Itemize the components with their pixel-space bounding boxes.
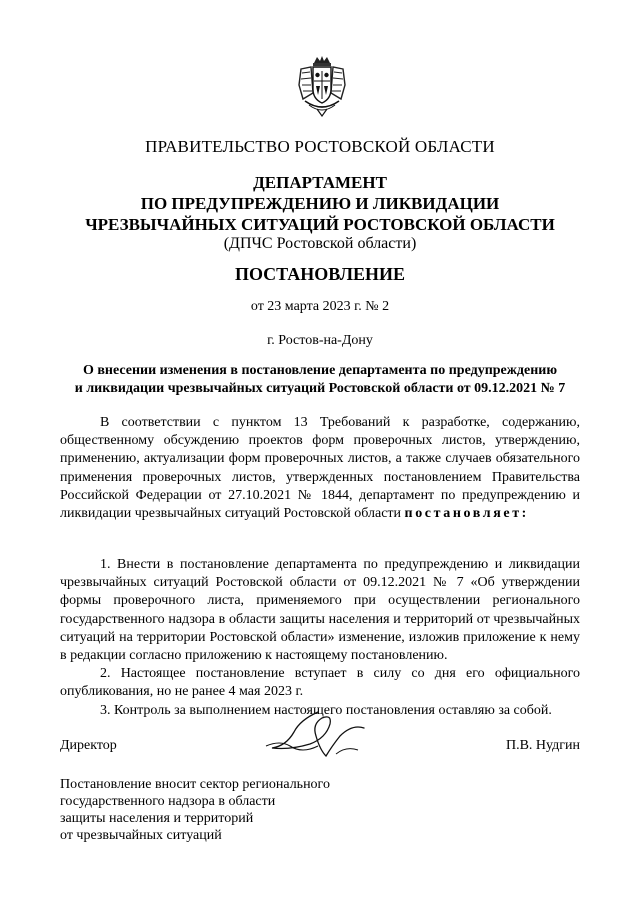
- department-name: ДЕПАРТАМЕНТ ПО ПРЕДУПРЕЖДЕНИЮ И ЛИКВИДАЦИИ ЧРЕЗВЫЧАЙНЫХ СИТУАЦИЙ РОСТОВСКОЙ ОБЛАСТИ: [85, 173, 555, 234]
- signatory-name: П.В. Нудгин: [505, 738, 580, 753]
- department-abbreviation: (ДПЧС Ростовской области): [223, 235, 417, 252]
- signatory-title: Директор: [60, 738, 117, 753]
- decree-item: 3. Контроль за выполнением настоящего постановления оставляю за собой.: [100, 702, 552, 718]
- handwritten-signature: [260, 706, 370, 766]
- decree-item: 1. Внести в постановление департамента по предупреждению и ликвидации чрезвычайных ситуаций Ростовской области от 09.12.2021 № 7 «Об утверждении формы проверочного листа, применяемого при осуществлении регионального государственного надзора в области защиты населения и территорий от чрезвычайных ситуаций на территории Ростовской области» изменение, изложив приложение к нему в редакции согласно приложению к настоящему постановлению.: [60, 557, 580, 664]
- coat-of-arms-icon: [297, 55, 347, 117]
- decree-item: 2. Настоящее постановление вступает в силу со дня его официального опубликования, но не ранее 4 мая 2023 г.: [60, 666, 580, 700]
- decree-items: [60, 556, 580, 720]
- decree-date-number: от 23 марта 2023 г. № 2: [250, 299, 390, 314]
- introduced-by: Постановление вносит сектор регионального государственного надзора в области защиты населения и территорий от чрезвычайных ситуаций: [60, 777, 330, 843]
- government-name: ПРАВИТЕЛЬСТВО РОСТОВСКОЙ ОБЛАСТИ: [145, 137, 495, 156]
- preamble-paragraph: В соответствии с пунктом 13 Требований к разработке, содержанию, общественному обсуждению проектов форм проверочных листов, утверждению, применению, актуализации форм проверочных листов, а также случаев обязательного применения проверочных листов, утвержденных постановлением Правительства Российской Федерации от 27.10.2021 № 1844, департамент по предупреждению и ликвидации чрезвычайных ситуаций Ростовской области постановляет:: [60, 415, 580, 522]
- decree-city: г. Ростов-на-Дону: [267, 333, 373, 348]
- decree-subject: О внесении изменения в постановление департамента по предупреждению и ликвидации чрезвычайных ситуаций Ростовской области от 09.12.2021 № 7: [74, 363, 566, 396]
- decree-type: ПОСТАНОВЛЕНИЕ: [234, 264, 406, 284]
- resolves-word: постановляет:: [404, 506, 529, 522]
